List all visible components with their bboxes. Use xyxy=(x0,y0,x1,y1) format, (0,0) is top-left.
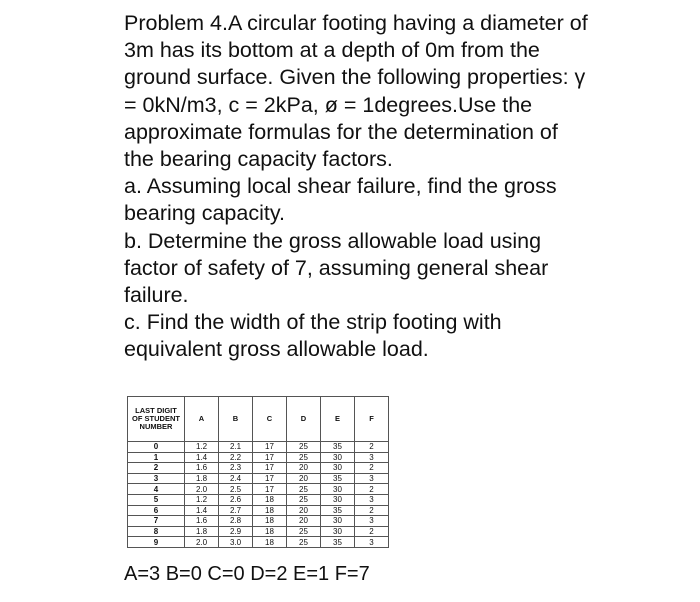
table-cell: 1.8 xyxy=(185,473,219,484)
table-cell: 30 xyxy=(321,484,355,495)
problem-line: Problem 4.A circular footing having a diameter of xyxy=(124,11,588,35)
table-row xyxy=(128,494,389,505)
table-cell: 25 xyxy=(287,452,321,463)
table-cell: 2.4 xyxy=(219,473,253,484)
table-cell: 25 xyxy=(287,494,321,505)
table-body xyxy=(128,442,389,548)
table-row xyxy=(128,484,389,495)
table-cell: 2.2 xyxy=(219,452,253,463)
table-cell: 2.0 xyxy=(185,484,219,495)
table-cell: 35 xyxy=(321,442,355,453)
table-cell: 3 xyxy=(355,452,389,463)
table-cell: 1.4 xyxy=(185,505,219,516)
table-cell: 25 xyxy=(287,442,321,453)
table-cell: 35 xyxy=(321,505,355,516)
header-col-f: F xyxy=(355,397,389,442)
row-digit-cell: 7 xyxy=(128,516,185,527)
table-cell: 18 xyxy=(253,526,287,537)
table-cell: 20 xyxy=(287,505,321,516)
table-cell: 2 xyxy=(355,463,389,474)
problem-line: approximate formulas for the determination of xyxy=(124,119,558,144)
table-cell: 3.0 xyxy=(219,537,253,548)
table-cell: 25 xyxy=(287,537,321,548)
table-cell: 25 xyxy=(287,526,321,537)
table-cell: 2.3 xyxy=(219,463,253,474)
table-row xyxy=(128,442,389,453)
table-cell: 2.1 xyxy=(219,442,253,453)
table-cell: 2.0 xyxy=(185,537,219,548)
table-cell: 30 xyxy=(321,494,355,505)
table-row xyxy=(128,505,389,516)
table-cell: 2.5 xyxy=(219,484,253,495)
problem-line: factor of safety of 7, assuming general shear xyxy=(124,255,549,280)
table-cell: 2.8 xyxy=(219,516,253,527)
problem-line: equivalent gross allowable load. xyxy=(124,337,429,362)
table-cell: 17 xyxy=(253,442,287,453)
table-cell: 35 xyxy=(321,537,355,548)
row-digit-cell: 9 xyxy=(128,537,185,548)
row-digit-cell: 3 xyxy=(128,473,185,484)
table-cell: 18 xyxy=(253,516,287,527)
table-cell: 1.6 xyxy=(185,463,219,474)
header-col-b: B xyxy=(219,397,253,442)
parameter-table-wrapper xyxy=(127,396,389,548)
table-cell: 2 xyxy=(355,505,389,516)
table-cell: 1.4 xyxy=(185,452,219,463)
table-cell: 30 xyxy=(321,452,355,463)
problem-line: c. Find the width of the strip footing with xyxy=(124,310,502,335)
table-cell: 17 xyxy=(253,473,287,484)
row-digit-cell: 5 xyxy=(128,494,185,505)
row-digit-cell: 2 xyxy=(128,463,185,474)
table-cell: 3 xyxy=(355,494,389,505)
table-cell: 3 xyxy=(355,537,389,548)
parameter-table xyxy=(127,396,389,548)
table-header-row xyxy=(128,397,389,442)
table-cell: 18 xyxy=(253,537,287,548)
table-cell: 3 xyxy=(355,516,389,527)
header-col-e: E xyxy=(321,397,355,442)
table-cell: 30 xyxy=(321,516,355,527)
table-cell: 2.9 xyxy=(219,526,253,537)
table-cell: 1.8 xyxy=(185,526,219,537)
table-cell: 2.6 xyxy=(219,494,253,505)
problem-line: the bearing capacity factors. xyxy=(124,147,393,172)
row-digit-cell: 1 xyxy=(128,452,185,463)
table-cell: 17 xyxy=(253,452,287,463)
table-cell: 2 xyxy=(355,484,389,495)
table-cell: 2 xyxy=(355,526,389,537)
row-digit-cell: 4 xyxy=(128,484,185,495)
table-cell: 17 xyxy=(253,463,287,474)
table-cell: 17 xyxy=(253,484,287,495)
table-row xyxy=(128,452,389,463)
table-cell: 2.7 xyxy=(219,505,253,516)
table-cell: 2 xyxy=(355,442,389,453)
header-col-c: C xyxy=(253,397,287,442)
table-cell: 18 xyxy=(253,505,287,516)
row-digit-cell: 8 xyxy=(128,526,185,537)
table-cell: 20 xyxy=(287,473,321,484)
problem-line: b. Determine the gross allowable load using xyxy=(124,228,542,253)
table-row xyxy=(128,526,389,537)
header-col-a: A xyxy=(185,397,219,442)
table-row xyxy=(128,516,389,527)
table-cell: 3 xyxy=(355,473,389,484)
row-digit-cell: 6 xyxy=(128,505,185,516)
header-last-digit: LAST DIGIT OF STUDENT NUMBER xyxy=(128,397,185,442)
table-row xyxy=(128,473,389,484)
table-cell: 35 xyxy=(321,473,355,484)
table-cell: 30 xyxy=(321,526,355,537)
table-cell: 25 xyxy=(287,484,321,495)
table-row xyxy=(128,463,389,474)
table-cell: 30 xyxy=(321,463,355,474)
table-cell: 18 xyxy=(253,494,287,505)
problem-line: bearing capacity. xyxy=(124,201,285,226)
problem-line: 3m has its bottom at a depth of 0m from the xyxy=(124,38,540,63)
problem-line: a. Assuming local shear failure, find the gross xyxy=(124,174,557,199)
problem-line: ground surface. Given the following properties: γ xyxy=(124,65,586,90)
problem-line: failure. xyxy=(124,283,189,308)
problem-statement xyxy=(124,10,684,364)
table-cell: 20 xyxy=(287,463,321,474)
table-cell: 1.6 xyxy=(185,516,219,527)
table-cell: 1.2 xyxy=(185,494,219,505)
problem-line: = 0kN/m3, c = 2kPa, ø = 1degrees.Use the xyxy=(124,92,533,117)
header-col-d: D xyxy=(287,397,321,442)
row-digit-cell: 0 xyxy=(128,442,185,453)
table-row xyxy=(128,537,389,548)
answer-values: A=3 B=0 C=0 D=2 E=1 F=7 xyxy=(124,563,370,585)
table-cell: 20 xyxy=(287,516,321,527)
table-cell: 1.2 xyxy=(185,442,219,453)
